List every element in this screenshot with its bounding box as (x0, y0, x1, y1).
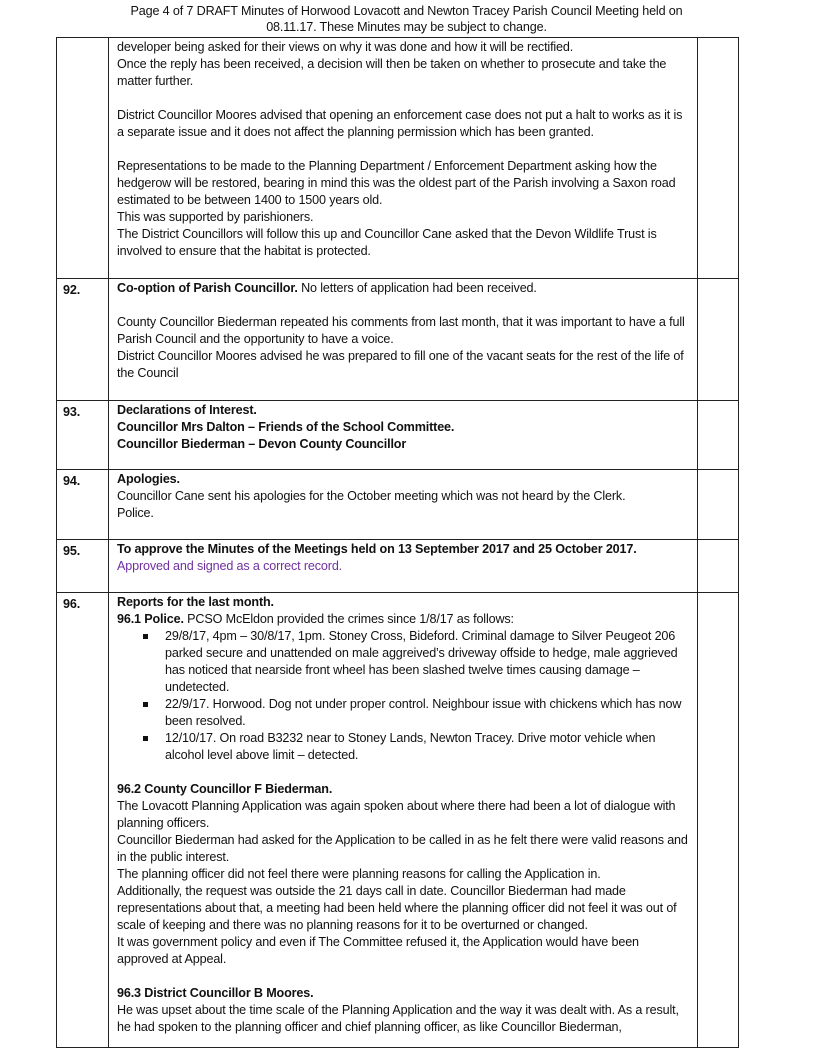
item-title: Reports for the last month. (117, 595, 274, 609)
item-number (57, 38, 109, 279)
table-row (57, 593, 739, 1048)
header-line-2: 08.11.17. These Minutes may be subject to change. (266, 20, 547, 34)
item-content (109, 38, 698, 279)
action-column (698, 593, 739, 1048)
declaration-line: Councillor Mrs Dalton – Friends of the School Committee. (117, 420, 455, 434)
paragraph: Police. (117, 506, 154, 520)
paragraph: It was government policy and even if The Committee refused it, the Application would have been approved at Appeal. (117, 935, 639, 966)
bullet-icon (143, 634, 148, 639)
table-row (57, 540, 739, 593)
paragraph: The planning officer did not feel there were planning reasons for calling the Application in. (117, 867, 601, 881)
paragraph: Once the reply has been received, a decision will then be taken on whether to prosecute and take the matter further. (117, 57, 667, 88)
item-title-rest: No letters of application had been received. (297, 281, 537, 295)
crime-text: 12/10/17. On road B3232 near to Stoney Lands, Newton Tracey. Drive motor vehicle when alcohol level above limit – detected. (165, 731, 656, 762)
item-number: 92. (57, 279, 109, 401)
crime-list (117, 628, 689, 764)
bullet-icon (143, 702, 148, 707)
item-content (109, 470, 698, 540)
paragraph: Councillor Cane sent his apologies for the October meeting which was not heard by the Clerk. (117, 489, 626, 503)
action-column (698, 540, 739, 593)
paragraph: County Councillor Biederman repeated his comments from last month, that it was important to have a full Parish Council and the opportunity to have a voice. (117, 315, 685, 346)
item-content (109, 593, 698, 1048)
police-heading: 96.1 Police. (117, 612, 184, 626)
item-number: 93. (57, 401, 109, 470)
page-header (0, 3, 813, 35)
crime-text: 22/9/17. Horwood. Dog not under proper control. Neighbour issue with chickens which has now been resolved. (165, 697, 682, 728)
item-number: 95. (57, 540, 109, 593)
item-title: To approve the Minutes of the Meetings held on 13 September 2017 and 25 October 2017. (117, 542, 637, 556)
minutes-table (56, 37, 739, 1048)
paragraph: He was upset about the time scale of the Planning Application and the way it was dealt with. As a result, he had spoken to the planning officer and chief planning officer, as like Councillor Biederman, (117, 1003, 679, 1034)
item-number: 94. (57, 470, 109, 540)
header-line-1: Page 4 of 7 DRAFT Minutes of Horwood Lovacott and Newton Tracey Parish Council Meeting held on (130, 4, 683, 18)
paragraph: The Lovacott Planning Application was again spoken about where there had been a lot of dialogue with planning officers. (117, 799, 676, 830)
list-item (165, 696, 689, 730)
crime-text: 29/8/17, 4pm – 30/8/17, 1pm. Stoney Cross, Bideford. Criminal damage to Silver Peugeot 206 parked secure and unattended on male aggreived’s driveway offside to hedge, male aggrieved has noticed that nearside front wheel has been slashed twelve times causing damage – undetected. (165, 629, 678, 694)
table-row (57, 401, 739, 470)
action-column (698, 470, 739, 540)
action-column (698, 401, 739, 470)
list-item (165, 730, 689, 764)
list-item (165, 628, 689, 696)
action-column (698, 38, 739, 279)
bullet-icon (143, 736, 148, 741)
item-title: Apologies. (117, 472, 180, 486)
paragraph: District Councillor Moores advised he was prepared to fill one of the vacant seats for the rest of the life of the Council (117, 349, 684, 380)
table-row (57, 470, 739, 540)
paragraph: Additionally, the request was outside the 21 days call in date. Councillor Biederman had made representations about that, a meeting had been held where the planning officer did not feel it was out of scale of keeping and there was no planning reasons for it to be overturned or changed. (117, 884, 677, 932)
item-title: Declarations of Interest. (117, 403, 257, 417)
paragraph: Representations to be made to the Planning Department / Enforcement Department asking how the hedgerow will be restored, bearing in mind this was the oldest part of the Parish involving a Saxon road estimated to be between 1400 to 1500 years old. (117, 159, 676, 207)
paragraph: This was supported by parishioners. (117, 210, 314, 224)
action-column (698, 279, 739, 401)
paragraph: The District Councillors will follow this up and Councillor Cane asked that the Devon Wildlife Trust is involved to ensure that the habitat is protected. (117, 227, 657, 258)
item-number: 96. (57, 593, 109, 1048)
district-councillor-heading: 96.3 District Councillor B Moores. (117, 986, 314, 1000)
paragraph: Councillor Biederman had asked for the Application to be called in as he felt there were valid reasons and in the public interest. (117, 833, 688, 864)
item-content (109, 540, 698, 593)
paragraph: District Councillor Moores advised that opening an enforcement case does not put a halt to works as it is a separate issue and it does not affect the planning permission which has been granted. (117, 108, 683, 139)
approved-note: Approved and signed as a correct record. (117, 559, 343, 573)
table-row (57, 38, 739, 279)
county-councillor-heading: 96.2 County Councillor F Biederman. (117, 782, 333, 796)
declaration-line: Councillor Biederman – Devon County Councillor (117, 437, 407, 451)
item-content (109, 279, 698, 401)
item-content (109, 401, 698, 470)
police-intro-text: PCSO McEldon provided the crimes since 1/8/17 as follows: (183, 612, 514, 626)
paragraph: developer being asked for their views on why it was done and how it will be rectified. (117, 40, 574, 54)
item-title-line (117, 280, 689, 297)
table-row (57, 279, 739, 401)
police-report-intro (117, 611, 689, 628)
item-title: Co-option of Parish Councillor. (117, 281, 298, 295)
